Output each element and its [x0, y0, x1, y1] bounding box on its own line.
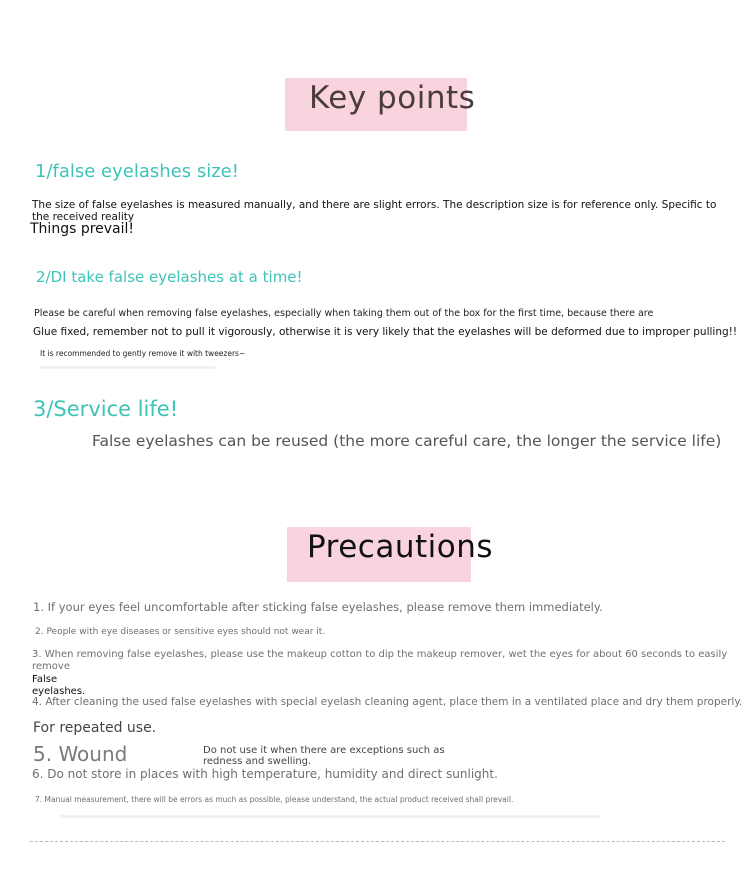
precaution-item-6: 6. Do not store in places with high temperature, humidity and direct sunlight.: [32, 767, 498, 781]
precaution-item-3-cont: False: [32, 674, 58, 685]
section-2-text-3: It is recommended to gently remove it with tweezers~: [40, 349, 246, 358]
section-2-heading: 2/DI take false eyelashes at a time!: [36, 268, 303, 286]
precaution-item-3: 3. When removing false eyelashes, please use the makeup cotton to dip the makeup remover, wet the eyes for about 60 seconds to easily remove: [32, 649, 728, 672]
section-2-text: Please be careful when removing false eyelashes, especially when taking them out of the box for the first time, because there are: [34, 308, 654, 319]
faint-line: [60, 815, 600, 818]
precautions-title: Precautions: [307, 529, 494, 565]
precaution-item-4: 4. After cleaning the used false eyelashes with special eyelash cleaning agent, place them in a ventilated place and dry them properly.: [32, 696, 743, 708]
section-1-heading: 1/false eyelashes size!: [35, 161, 239, 182]
precaution-item-2: 2. People with eye diseases or sensitive eyes should not wear it.: [35, 627, 326, 637]
section-3-heading: 3/Service life!: [33, 397, 179, 421]
faint-line: [40, 366, 215, 369]
bottom-divider: [30, 841, 725, 842]
section-2-text-2: Glue fixed, remember not to pull it vigorously, otherwise it is very likely that the eyelashes will be deformed due to improper pulling!!: [33, 326, 738, 338]
precaution-item-4-cont: For repeated use.: [33, 720, 157, 736]
section-1-text-2: Things prevail!: [30, 221, 135, 237]
precaution-item-7: 7. Manual measurement, there will be errors as much as possible, please understand, the actual product received shall prevail.: [35, 795, 514, 804]
section-3-text: False eyelashes can be reused (the more careful care, the longer the service life): [92, 432, 722, 450]
precaution-item-3-cont-2: eyelashes.: [32, 686, 86, 697]
section-1-text: The size of false eyelashes is measured manually, and there are slight errors. The description size is for reference only. Specific to the received reality: [32, 199, 717, 223]
precaution-item-5-label: 5. Wound: [33, 742, 128, 766]
precaution-item-1: 1. If your eyes feel uncomfortable after sticking false eyelashes, please remove them immediately.: [33, 600, 603, 614]
key-points-title: Key points: [309, 80, 476, 116]
precaution-item-5-text: Do not use it when there are exceptions such as redness and swelling.: [203, 745, 445, 767]
